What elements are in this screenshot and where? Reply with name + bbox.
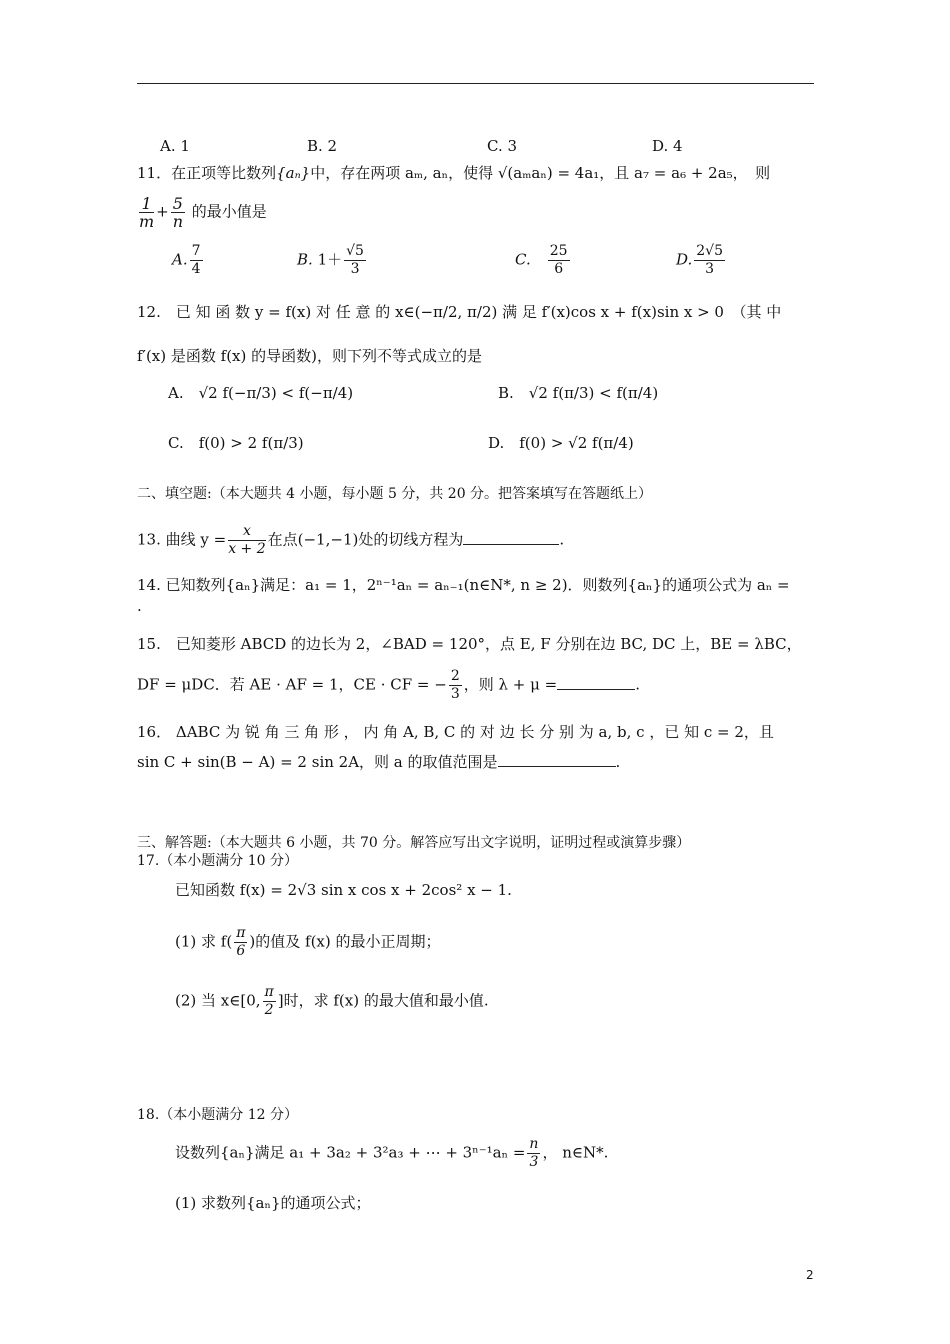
q16-line2: sin C + sin(B − A) = 2 sin 2A，则 a 的取值范围是 . (137, 753, 621, 771)
q12-option-d: D. f(0) > √2 f(π/4) (488, 434, 634, 452)
q15-line2: DF = μDC．若 AE · AF = 1，CE · CF = − $\frac{2}{3}$ ，则 λ + μ = . (137, 668, 640, 702)
q11-option-d: D. $\frac{2√5}{3}$ (676, 243, 724, 277)
q13: 13. 曲线 y = $\frac{x}{x + 2}$ 在点(−1,−1)处的切线方程为 . (137, 523, 565, 557)
q11-stem: 11．在正项等比数列{aₙ}中，存在两项 aₘ, aₙ，使得 √(aₘaₙ) = 4a₁，且 a₇ = a₆ + 2a₅， 则 (137, 164, 771, 182)
q17-title: 17.（本小题满分 10 分） (137, 853, 298, 869)
q12-stem-line2: f′(x) 是函数 f(x) 的导函数)，则下列不等式成立的是 (137, 347, 482, 365)
q12-option-a: A. √2 f(−π/3) < f(−π/4) (168, 384, 354, 402)
q14-line2: . (137, 597, 142, 615)
q11-option-a: A. $\frac{7}{4}$ (172, 243, 201, 277)
q11-option-c: C. $\frac{25}{6}$ (515, 243, 568, 277)
q17-part1: (1) 求 f( $\frac{\pi}{6}$ )的值及 f(x) 的最小正周期； (175, 925, 441, 959)
section-answer-heading: 三、解答题:（本大题共 6 小题，共 70 分。解答应写出文字说明，证明过程或演算步骤） (137, 835, 691, 851)
q12-option-c: C. f(0) > 2 f(π/3) (168, 434, 304, 452)
q12-option-b: B. √2 f(π/3) < f(π/4) (498, 384, 659, 402)
q18-title: 18.（本小题满分 12 分） (137, 1107, 298, 1123)
q16-answer-blank[interactable] (498, 752, 616, 767)
q11-option-b: B. 1＋ $\frac{√5}{3}$ (297, 243, 364, 277)
header-rule (137, 83, 814, 84)
q11-expression: $\frac{1}{m}$ + $\frac{5}{n}$ 的最小值是 (139, 194, 267, 231)
q10-option-b: B. 2 (307, 137, 338, 155)
q14-line1: 14. 已知数列{aₙ}满足：a₁ = 1，2ⁿ⁻¹aₙ = aₙ₋₁(n∈N*, n ≥ 2)．则数列{aₙ}的通项公式为 aₙ = (137, 576, 790, 594)
page-number: 2 (806, 1268, 814, 1282)
q10-option-c: C. 3 (487, 137, 518, 155)
q18-stem: 设数列{aₙ}满足 a₁ + 3a₂ + 3²a₃ + ⋯ + 3ⁿ⁻¹aₙ = $\frac{n}{3}$ ， n∈N*. (175, 1136, 609, 1170)
q15-line1: 15. 已知菱形 ABCD 的边长为 2，∠BAD = 120°，点 E, F 分别在边 BC, DC 上，BE = λBC， (137, 635, 802, 653)
q12-stem-line1: 12. 已 知 函 数 y = f(x) 对 任 意 的 x∈(−π/2, π/2) 满 足 f′(x)cos x + f(x)sin x > 0 （其 中 (137, 303, 782, 321)
q16-line1: 16． ΔABC 为 锐 角 三 角 形 ， 内 角 A, B, C 的 对 边 长 分 别 为 a, b, c ，已 知 c = 2，且 (137, 723, 774, 741)
q15-answer-blank[interactable] (557, 675, 635, 690)
q10-option-a: A. 1 (160, 137, 190, 155)
q17-part2: (2) 当 x∈[0, $\frac{\pi}{2}$ ]时，求 f(x) 的最大值和最小值. (175, 984, 489, 1018)
q10-option-d: D. 4 (652, 137, 683, 155)
q17-stem: 已知函数 f(x) = 2√3 sin x cos x + 2cos² x − 1. (175, 881, 512, 899)
section-fill-in-heading: 二、填空题:（本大题共 4 小题，每小题 5 分，共 20 分。把答案填写在答题纸上） (137, 486, 653, 502)
q18-part1: (1) 求数列{aₙ}的通项公式； (175, 1194, 371, 1212)
q13-answer-blank[interactable] (463, 530, 559, 545)
